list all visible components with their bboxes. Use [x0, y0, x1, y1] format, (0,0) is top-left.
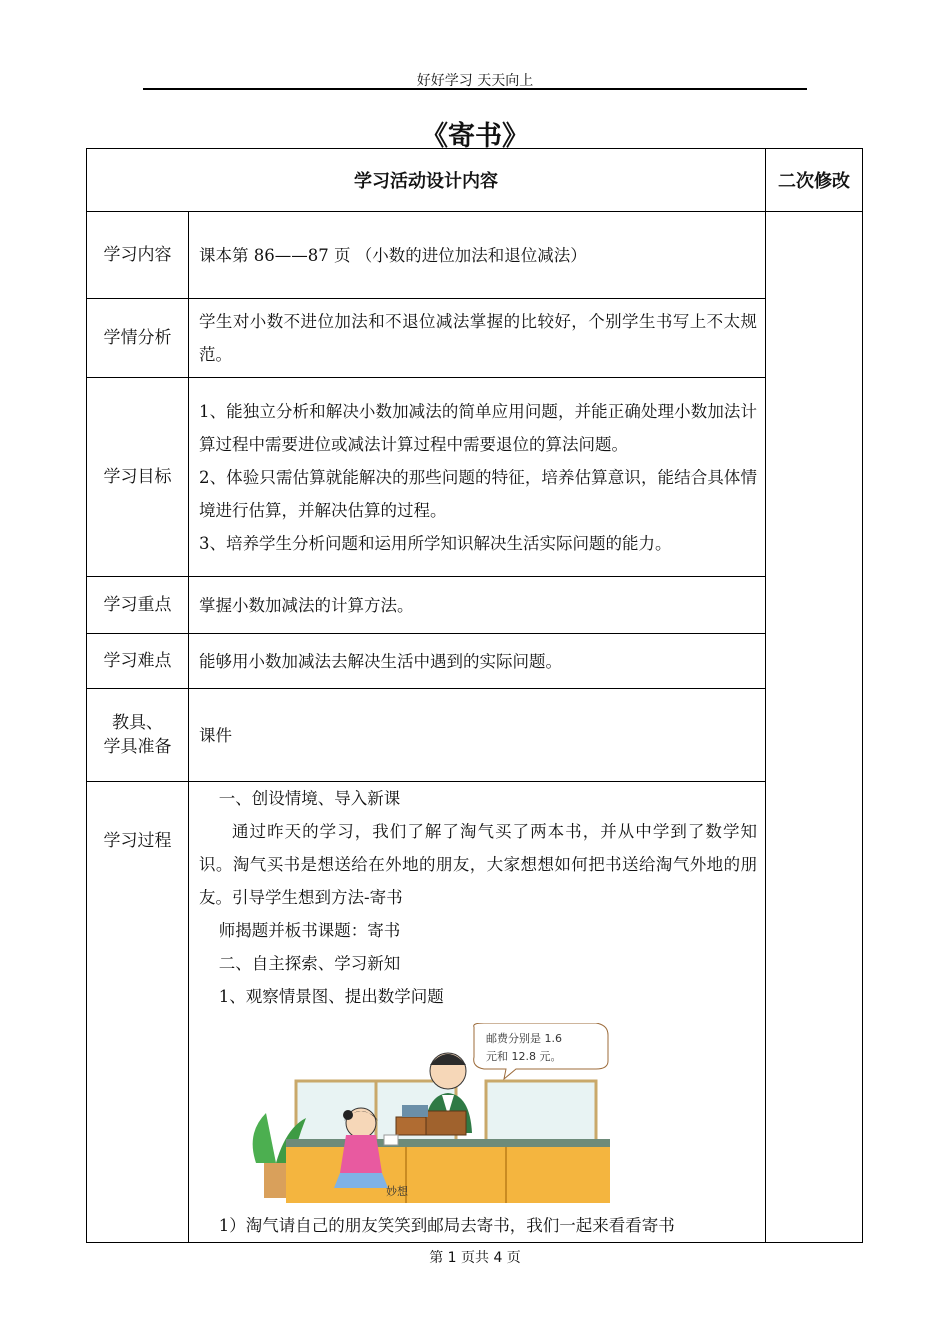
row-label-focus: 学习重点	[87, 577, 189, 634]
goal-1: 1、能独立分析和解决小数加减法的简单应用问题，并能正确处理小数加法计算过程中需要进位或减法计算过程中需要退位的算法问题。	[199, 401, 757, 454]
page-header: 好好学习 天天向上	[416, 73, 534, 89]
content-column-header: 学习活动设计内容	[87, 149, 766, 212]
row-content-scope: 课本第 86——87 页 （小数的进位加法和退位减法）	[189, 212, 766, 299]
row-content-process	[189, 782, 766, 1243]
row-content-goals	[189, 378, 766, 577]
process-step-1: 一、创设情境、导入新课	[218, 789, 401, 808]
row-content-difficulty: 能够用小数加减法去解决生活中遇到的实际问题。	[189, 634, 766, 689]
revision-column	[766, 212, 863, 1243]
row-label-process: 学习过程	[87, 782, 189, 1243]
row-label-goals: 学习目标	[87, 378, 189, 577]
materials-label-line2: 学具准备	[103, 737, 172, 757]
illustration-caption: 妙想	[386, 1185, 408, 1198]
row-label-analysis: 学情分析	[87, 299, 189, 378]
speech-bubble-line2: 元和 12.8 元。	[486, 1050, 562, 1063]
revision-column-header: 二次修改	[766, 149, 863, 212]
process-step-4: 1、观察情景图、提出数学问题	[218, 987, 444, 1006]
row-content-focus: 掌握小数加减法的计算方法。	[189, 577, 766, 634]
speech-bubble-line1: 邮费分别是 1.6	[486, 1032, 562, 1045]
row-content-analysis: 学生对小数不进位加法和不退位减法掌握的比较好，个别学生书写上不太规范。	[189, 299, 766, 378]
row-label-content: 学习内容	[87, 212, 189, 299]
row-label-materials	[87, 689, 189, 782]
header-rule	[143, 88, 807, 90]
goal-2: 2、体验只需估算就能解决的那些问题的特征，培养估算意识，能结合具体情境进行估算，并解决估算的过程。	[199, 467, 757, 520]
process-paragraph-1: 通过昨天的学习，我们了解了淘气买了两本书，并从中学到了数学知识。淘气买书是想送给在外地的朋友，大家想想如何把书送给淘气外地的朋友。引导学生想到方法-寄书	[199, 822, 757, 907]
post-office-illustration	[236, 1023, 610, 1203]
process-step-2: 师揭题并板书课题：寄书	[218, 921, 401, 940]
page-footer: 第 1 页共 4 页	[429, 1250, 521, 1266]
row-content-materials: 课件	[189, 689, 766, 782]
row-label-difficulty: 学习难点	[87, 634, 189, 689]
document-title: 《寄书》	[421, 121, 529, 152]
materials-label-line1: 教具、	[112, 713, 163, 733]
process-step-5: 1）淘气请自己的朋友笑笑到邮局去寄书，我们一起来看看寄书	[218, 1216, 675, 1235]
process-step-3: 二、自主探索、学习新知	[218, 954, 401, 973]
lesson-plan-table	[86, 148, 863, 1243]
goal-3: 3、培养学生分析问题和运用所学知识解决生活实际问题的能力。	[199, 533, 672, 553]
